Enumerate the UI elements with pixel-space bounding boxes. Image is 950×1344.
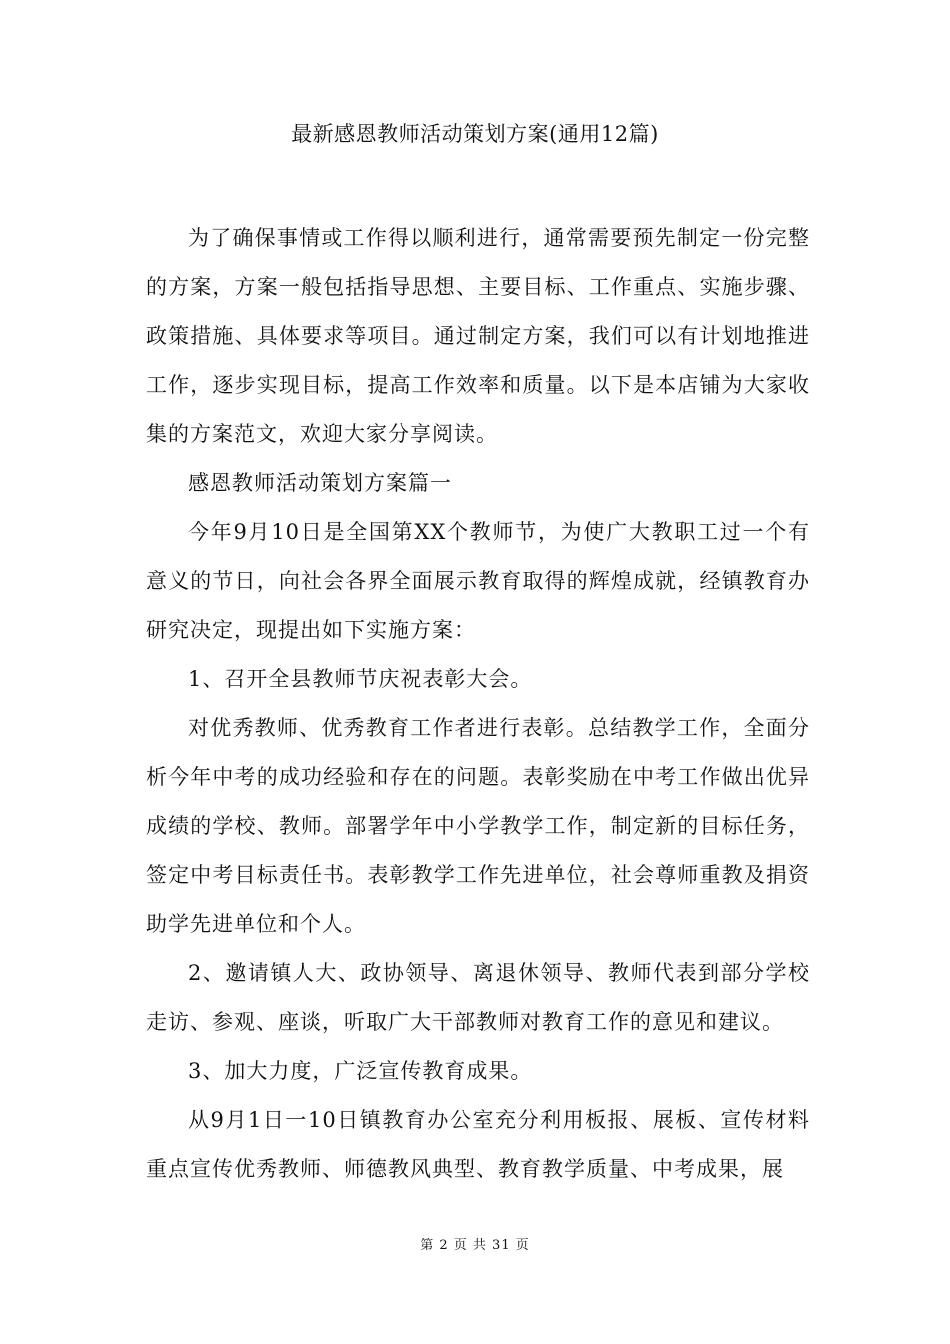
page-number-footer: 第 2 页 共 31 页	[420, 1238, 530, 1253]
document-body	[146, 214, 810, 1194]
document-title: 最新感恩教师活动策划方案(通用12篇)	[291, 122, 659, 146]
section-heading: 感恩教师活动策划方案篇一	[188, 471, 452, 495]
body-paragraph: 对优秀教师、优秀教育工作者进行表彰。总结教学工作，全面分析今年中考的成功经验和存在的问题。表彰奖励在中考工作做出优异成绩的学校、教师。部署学年中小学教学工作，制定新的目标任务，签定中考目标责任书。表彰教学工作先进单位，社会尊师重教及捐资助学先进单位和个人。	[146, 716, 810, 936]
intro-paragraph: 为了确保事情或工作得以顺利进行，通常需要预先制定一份完整的方案，方案一般包括指导思想、主要目标、工作重点、实施步骤、政策措施、具体要求等项目。通过制定方案，我们可以有计划地推进工作，逐步实现目标，提高工作效率和质量。以下是本店铺为大家收集的方案范文，欢迎大家分享阅读。	[146, 226, 810, 446]
list-item-heading: 1、召开全县教师节庆祝表彰大会。	[188, 667, 533, 691]
list-item-heading: 3、加大力度，广泛宣传教育成果。	[188, 1059, 533, 1083]
body-paragraph: 从9月1日一10日镇教育办公室充分利用板报、展板、宣传材料重点宣传优秀教师、师德教风典型、教育教学质量、中考成果，展	[146, 1108, 810, 1181]
body-paragraph: 今年9月10日是全国第XX个教师节，为使广大教职工过一个有意义的节日，向社会各界全面展示教育取得的辉煌成就，经镇教育办研究决定，现提出如下实施方案：	[146, 520, 810, 642]
list-item-heading: 2、邀请镇人大、政协领导、离退休领导、教师代表到部分学校走访、参观、座谈，听取广大干部教师对教育工作的意见和建议。	[146, 961, 810, 1034]
